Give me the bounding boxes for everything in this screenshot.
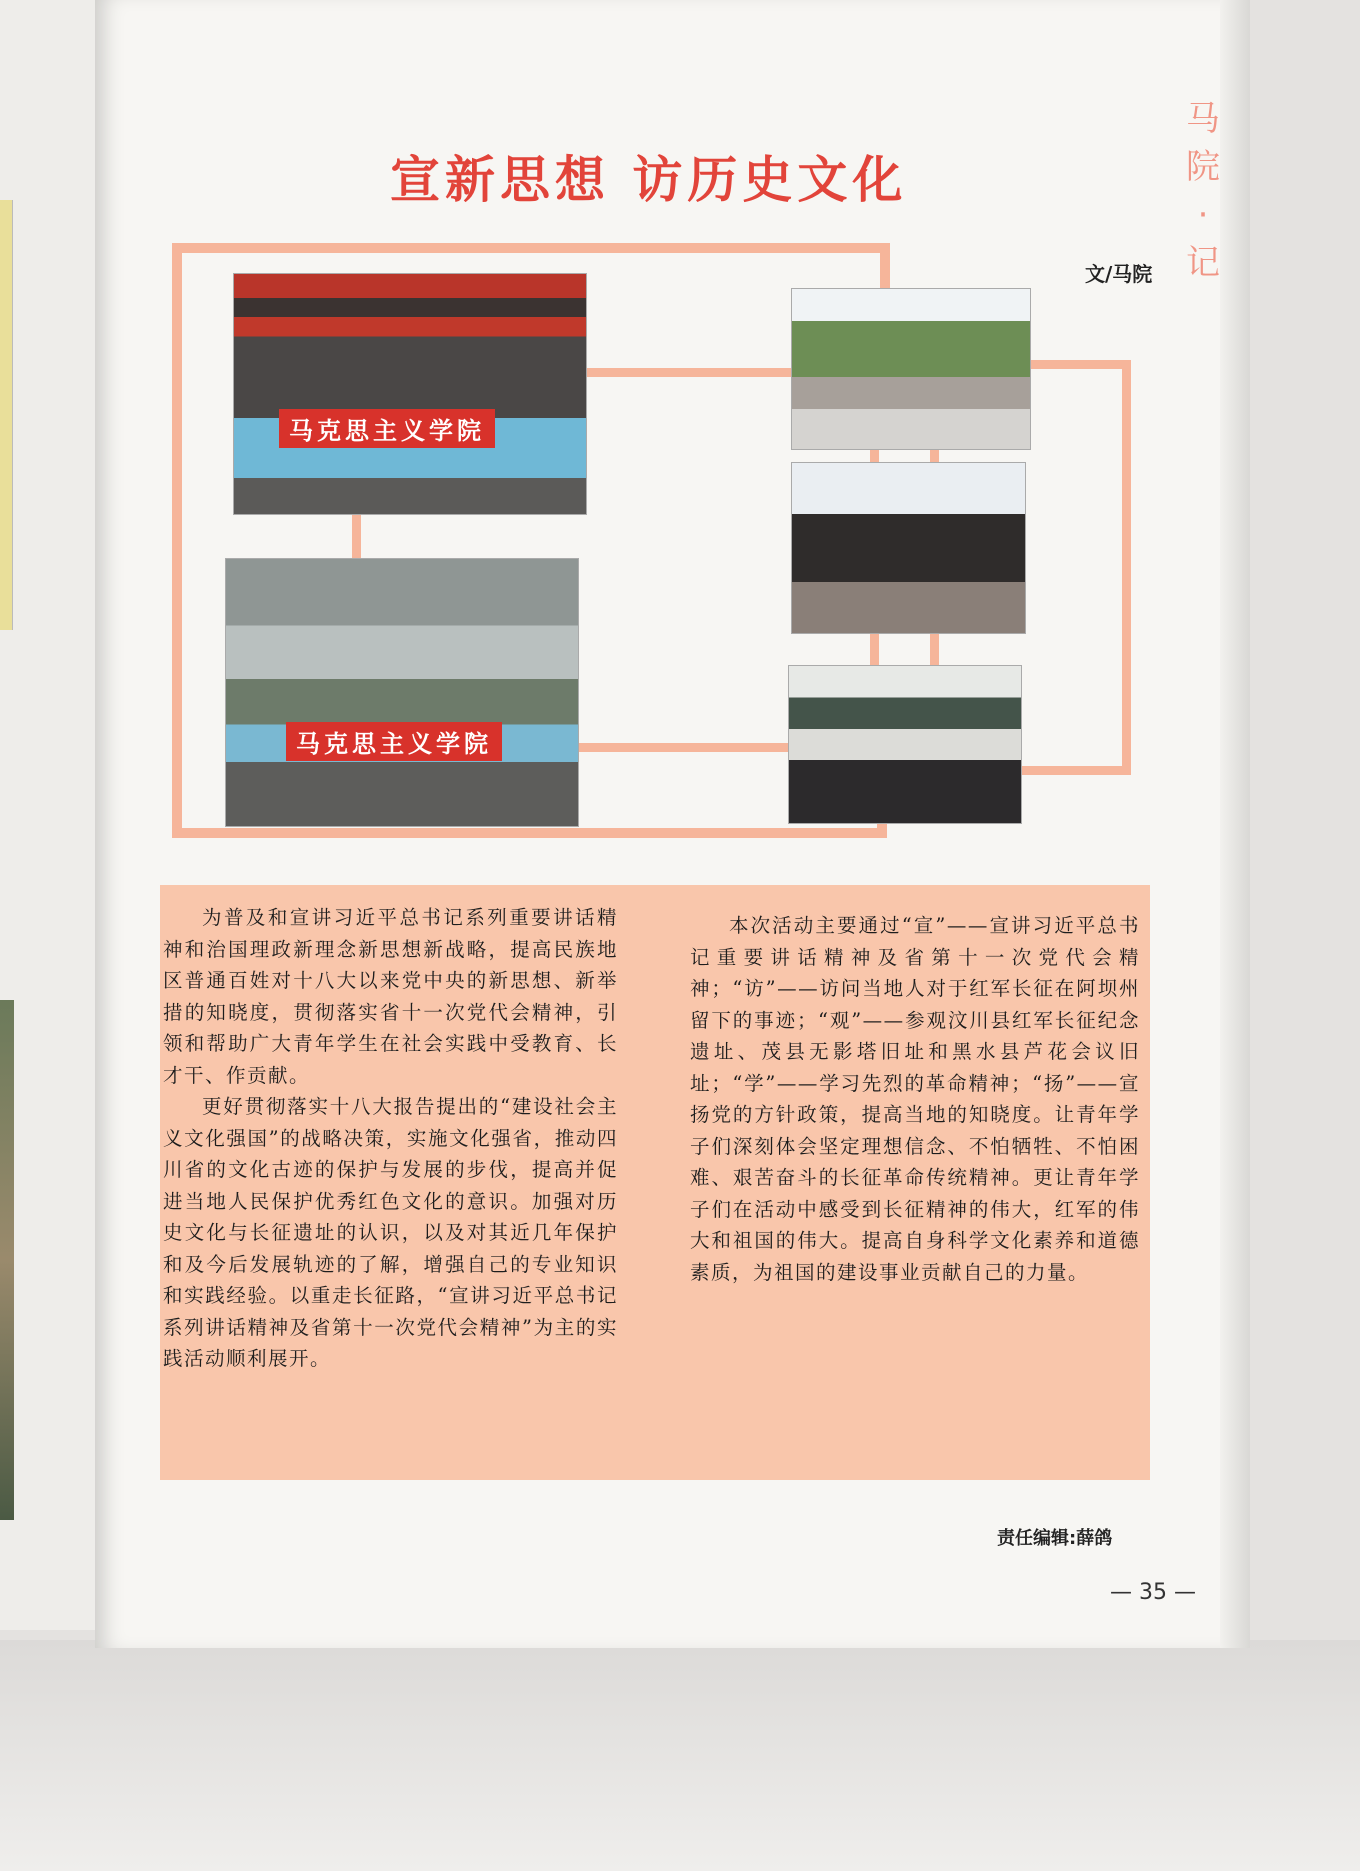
scan-background — [0, 1640, 1360, 1871]
frame-line-right-link-a — [870, 448, 879, 462]
left-page-edge — [0, 0, 95, 1630]
frame-line-top-right-drop — [880, 243, 890, 288]
photo-classroom — [788, 665, 1022, 824]
body-paragraph: 为普及和宣讲习近平总书记系列重要讲话精神和治国理政新理念新思想新战略，提高民族地区普通百姓对十八大以来党中央的新思想、新举措的知晓度，贯彻落实省十一次党代会精神，引领和帮助广大青年学生在社会实践中受教育、长才干、作贡献。 — [163, 906, 618, 1087]
frame-line-left — [172, 243, 182, 838]
frame-line-right-link-c — [870, 632, 879, 665]
body-column-right — [690, 910, 1140, 1288]
photo-banner-text: 马克思主义学院 — [279, 409, 495, 448]
photo-banner-text: 马克思主义学院 — [286, 722, 502, 761]
section-tag-char: 院 — [1186, 147, 1220, 187]
photo-group-banner-mountain — [225, 558, 579, 827]
section-tag-char: 马 — [1186, 99, 1220, 139]
frame-line-right-top — [1029, 360, 1131, 369]
frame-line-connector-3 — [352, 513, 361, 558]
frame-line-right — [1122, 360, 1131, 775]
page-number: — 35 — — [1110, 1580, 1196, 1605]
section-tag-char: · — [1197, 195, 1209, 235]
left-page-photo — [0, 1000, 14, 1520]
section-tag — [1180, 95, 1226, 287]
section-tag-char: 记 — [1186, 243, 1220, 283]
frame-line-connector-2 — [577, 743, 788, 752]
frame-line-right-link-d — [930, 632, 939, 665]
frame-line-bottom — [172, 828, 887, 838]
frame-line-right-link-b — [930, 448, 939, 462]
responsible-editor: 责任编辑:薛鸽 — [997, 1528, 1113, 1549]
byline: 文/马院 — [1085, 262, 1153, 286]
body-column-left — [163, 902, 618, 1375]
frame-line-connector-1 — [585, 368, 791, 377]
photo-group-banner-building — [233, 273, 587, 515]
body-paragraph: 本次活动主要通过“宣”——宣讲习近平总书记重要讲话精神及省第十一次党代会精神；“访”——访问当地人对于红军长征在阿坝州留下的事迹；“观”——参观汶川县红军长征纪念遗址、茂县无影塔旧址和黑水县芦花会议旧址；“学”——学习先烈的革命精神；“扬”——宣扬党的方针政策，提高当地的知晓度。让青年学子们深刻体会坚定理想信念、不怕牺牲、不怕困难、艰苦奋斗的长征革命传统精神。更让青年学子们在活动中感受到长征精神的伟大，红军的伟大和祖国的伟大。提高自身科学文化素养和道德素质，为祖国的建设事业贡献自己的力量。 — [690, 914, 1140, 1284]
article-title: 宣新思想 访历史文化 — [390, 151, 908, 209]
photo-group-outdoor — [791, 288, 1031, 450]
body-paragraph: 更好贯彻落实十八大报告提出的“建设社会主义文化强国”的战略决策，实施文化强省，推动四川省的文化古迹的保护与发展的步伐，提高并促进当地人民保护优秀红色文化的意识。加强对历史文化与长征遗址的认识，以及对其近几年保护和及今后发展轨迹的了解，增强自己的专业知识和实践经验。以重走长征路，“宣讲习近平总书记系列讲话精神及省第十一次党代会精神”为主的实践活动顺利展开。 — [163, 1095, 618, 1370]
frame-line-top — [182, 243, 890, 253]
frame-line-right-bottom — [1020, 766, 1131, 775]
left-page-strip — [0, 200, 13, 630]
photo-meeting-room — [791, 462, 1026, 634]
frame-line-bottom-drop — [877, 822, 887, 838]
